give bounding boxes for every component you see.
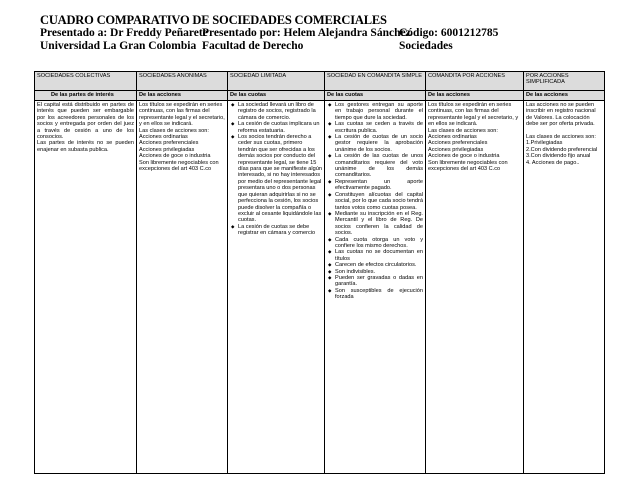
- cell-anonimas: Los títulos se expedirán en series continuas, con las firmas del representante legal y el secretario, y en ellos se indicará. Las clases de acciones son: Acciones ordinarias Acciones preferenciales Acciones privilegiadas Acciones de goce o industria Son libremente negociables con excepciones del art 403 C.co: [137, 101, 228, 474]
- column-subheader: De las cuotas: [325, 91, 426, 101]
- header-row-2: [40, 40, 600, 53]
- list-item: ◆ La sociedad llevará un libro de registro de socios, registrado la cámara de comercio.: [238, 102, 322, 121]
- presented-to: Presentado a: Dr Freddy Peñarete: [40, 27, 208, 39]
- column-subheader: De las acciones: [137, 91, 228, 101]
- column-header: POR ACCIONES SIMPLIFICADA: [524, 72, 605, 91]
- list-item: ◆ Constituyen alícuotas del capital social, por lo que cada socio tendrá tantos votos como cuotas posea.: [335, 192, 423, 211]
- list-item: ◆ Las cuotas se ceden a través de escritura publica.: [335, 121, 423, 134]
- list-item: ◆ Pueden ser gravadas o dadas en garantía.: [335, 275, 423, 288]
- faculty-name: Facultad de Derecho: [202, 40, 304, 52]
- column-subheader: De las cuotas: [228, 91, 325, 101]
- document-title: CUADRO COMPARATIVO DE SOCIEDADES COMERCIALES: [40, 13, 387, 27]
- column-header: COMANDITA POR ACCIONES: [426, 72, 524, 91]
- list-item: ◆ Representan un aporte efectivamente pagado.: [335, 179, 423, 192]
- column-header: SOCIEDADES ANONIMAS: [137, 72, 228, 91]
- subject-name: Sociedades: [399, 40, 453, 52]
- column-subheader: De las acciones: [524, 91, 605, 101]
- table-body-row: [35, 101, 605, 474]
- comparison-table: [34, 71, 605, 474]
- list-item: ◆ Los socios tendrán derecho a ceder sus cuotas, primero tendrán que ser ofrecidas a los demás socios por conducto del representante legal, se tiene 15 días para que se manifieste algún interesado, si no hay interesados por medio del representante legal presentara uno o dos personas que quieran adquirirlas si no se perfecciona la cesión, los socios puede disolver la compañía o excluir al cesante liquidándole las cuotas.: [238, 134, 322, 224]
- cell-acciones-simplificada: Las acciones no se pueden inscribir en registro nacional de Valores. La colocación debe ser por oferta privada. Las clases de acciones son: 1.Privilegiadas 2.Con dividendo preferencial 3.Con dividendo fijo anual 4. Acciones de pago..: [524, 101, 605, 474]
- comandita-simple-list: [327, 102, 423, 301]
- list-item: ◆ Cada cuota otorga un voto y confiere los mismo derechos.: [335, 237, 423, 250]
- column-header: SOCIEDAD LIMITADA: [228, 72, 325, 91]
- document-header: [40, 14, 600, 53]
- university-name: Universidad La Gran Colombia: [40, 40, 197, 52]
- limitada-list: [230, 102, 322, 237]
- list-item: ◆ La cesión de cuotas implicara un reforma estatuaria.: [238, 121, 322, 134]
- table-header-row: [35, 72, 605, 91]
- list-item: ◆ La cesión de las cuotas de unos comanditarios requiere del voto unánime de los demás comanditarios.: [335, 153, 423, 179]
- cell-colectivas: El capital está distribuido en partes de interés que pueden ser embargable por los acreedores personales de los socios y entregada por orden del juez a través de cesión a uno de los consocios. Las partes de interés no se pueden enajenar en subasta publica.: [35, 101, 137, 474]
- list-item: ◆ Son indivisibles.: [335, 269, 423, 275]
- column-header: SOCIEDAD EN COMANDITA SIMPLE: [325, 72, 426, 91]
- column-subheader: De las acciones: [426, 91, 524, 101]
- cell-comandita-simple: [325, 101, 426, 474]
- list-item: ◆ Carecen de efectos circulatorios.: [335, 262, 423, 268]
- list-item: ◆ La cesión de cuotas de un socio gestor requiere la aprobación unánime de los socios.: [335, 134, 423, 153]
- column-header: SOCIEDADES COLECTIVAS: [35, 72, 137, 91]
- list-item: ◆ La cesión de cuotas se debe registrar en cámara y comercio: [238, 224, 322, 237]
- cell-comandita-acciones: Los títulos se expedirán en series continuas, con las firmas del representante legal y el secretario, y en ellos se indicará. Las clases de acciones son: Acciones ordinarias Acciones preferenciales Acciones privilegiadas Acciones de goce o industria Son libremente negociables con excepciones del art 403 C.co: [426, 101, 524, 474]
- presented-by: Presentado por: Helem Alejandra Sánchez: [202, 27, 411, 39]
- student-code: Código: 6001212785: [399, 27, 499, 39]
- list-item: ◆ Son susceptibles de ejecución forzada: [335, 288, 423, 301]
- list-item: ◆ Las cuotas no se documentan en títulos: [335, 249, 423, 262]
- column-subheader: De las partes de interés: [35, 91, 137, 101]
- cell-limitada: [228, 101, 325, 474]
- table-subheader-row: [35, 91, 605, 101]
- list-item: ◆ Los gestores entregan su aporte en trabajo personal durante el tiempo que dure la sociedad.: [335, 102, 423, 121]
- header-row-1: [40, 27, 600, 40]
- list-item: ◆ Mediante su inscripción en el Reg. Mercantil y el libro de Reg. De socios confieren la calidad de socios.: [335, 211, 423, 237]
